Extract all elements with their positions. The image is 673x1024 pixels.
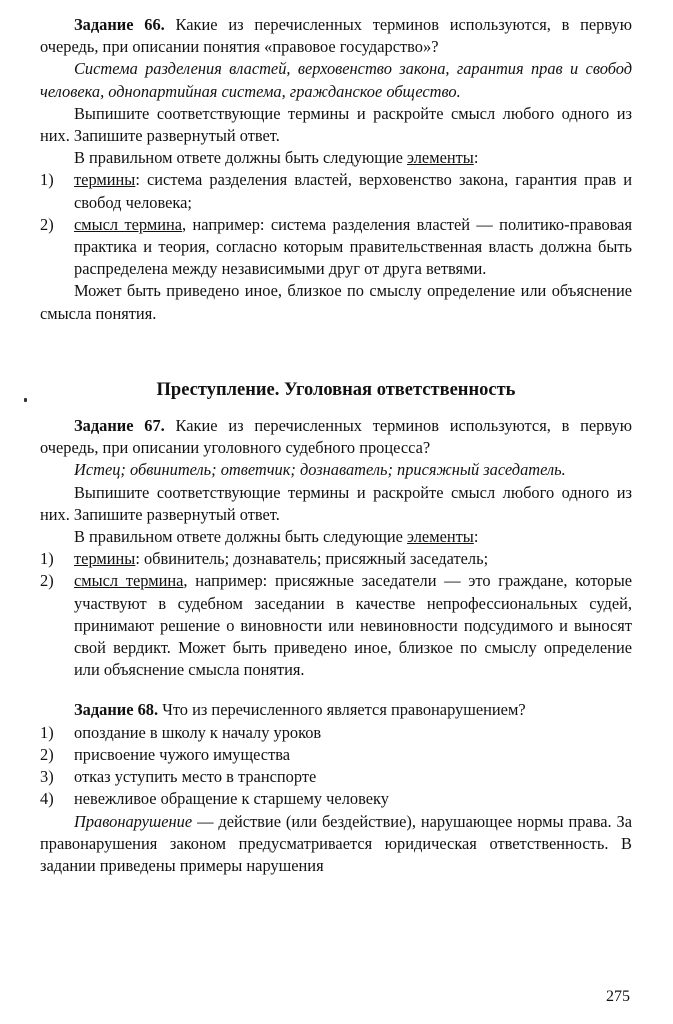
item-text — [74, 570, 632, 681]
elements-colon: : — [473, 148, 479, 168]
item-body: , например: система разделения властей — политико-правовая практика и теория, согласно которым правительственная власть должна быть распределена между независимыми друг от друга ветвями. — [74, 214, 632, 279]
task68-option-2 — [40, 744, 632, 766]
elements-intro-text: В правильном ответе должны быть следующие — [74, 527, 408, 547]
item-body: , например: присяжные заседатели — это граждане, которые участвуют в судебном заседании в качестве непрофессиональных судей, принимают решение о виновности или невиновности подсудимого и выносят свой вердикт. Может быть приведено иное, близкое по смыслу определение или объяснение смысла понятия. — [74, 571, 632, 680]
section-title: Преступление. Уголовная ответственность — [156, 379, 516, 400]
task67-elements-intro — [40, 526, 632, 548]
item-number: 1) — [40, 549, 54, 569]
task67-options: Истец; обвинитель; ответчик; дознаватель; присяжный заседатель. — [74, 460, 566, 480]
task68-question — [40, 699, 632, 721]
item-body: : система разделения властей, верховенство закона, гарантия прав и свобод человека; — [74, 170, 632, 212]
item-lead: термины — [74, 549, 136, 569]
task68-option-1 — [40, 722, 632, 744]
elements-word: элементы — [407, 148, 474, 168]
item-body: : обвинитель; дознаватель; присяжный заседатель; — [135, 549, 489, 569]
option-number: 3) — [40, 767, 54, 787]
task68-definition — [40, 811, 632, 878]
scan-speck — [24, 398, 27, 402]
task68-option-3 — [40, 766, 632, 788]
task67-question-text: Какие из перечисленных терминов используются, в первую очередь, при описании уголовного судебного процесса? — [40, 416, 632, 458]
task66-question — [40, 14, 632, 58]
item-lead: термины — [74, 170, 136, 190]
option-text: отказ уступить место в транспорте — [74, 767, 317, 787]
task67-item-2 — [40, 570, 632, 681]
item-lead: смысл термина — [74, 571, 184, 591]
task66-label: Задание 66. — [74, 15, 165, 34]
page-content — [40, 14, 632, 877]
option-text: опоздание в школу к началу уроков — [74, 722, 322, 742]
task68-option-4 — [40, 788, 632, 810]
elements-word: элементы — [407, 527, 474, 547]
task67-instruction: Выпишите соответствующие термины и раскройте смысл любого одного из них. Запишите развернутый ответ. — [40, 482, 632, 524]
task66-item-1 — [40, 169, 632, 213]
task66-instruction: Выпишите соответствующие термины и раскройте смысл любого одного из них. Запишите развернутый ответ. — [40, 103, 632, 146]
item-number: 1) — [40, 170, 54, 190]
elements-colon: : — [473, 527, 479, 547]
item-number: 2) — [40, 214, 54, 234]
item-text — [74, 169, 632, 213]
task67-label: Задание 67. — [74, 416, 165, 436]
item-text — [74, 548, 632, 570]
task66-item-2 — [40, 214, 632, 281]
task67-item-1 — [40, 548, 632, 570]
option-number: 2) — [40, 744, 54, 764]
item-number: 2) — [40, 571, 54, 591]
task66-question-text: Какие из перечисленных терминов используются, в первую очередь, при описании понятия «правовое государство»? — [40, 15, 632, 57]
option-text: присвоение чужого имущества — [74, 744, 291, 764]
item-lead: смысл термина — [74, 214, 183, 234]
item-text — [74, 214, 632, 281]
elements-intro-text: В правильном ответе должны быть следующие — [74, 148, 408, 168]
definition-term: Правонарушение — [74, 811, 193, 831]
definition-text: — действие (или бездействие), нарушающее нормы права. За правонарушения законом предусматривается юридическая ответственность. В задании приведены примеры нарушения — [40, 811, 632, 875]
task66-elements-intro — [40, 147, 632, 169]
task66-options: Система разделения властей, верховенство закона, гарантия прав и свобод человека, однопартийная система, гражданское общество. — [40, 59, 632, 101]
task66-note: Может быть приведено иное, близкое по смыслу определение или объяснение смысла понятия. — [40, 281, 632, 323]
option-number: 1) — [40, 722, 54, 742]
task67-question — [40, 415, 632, 459]
option-number: 4) — [40, 789, 54, 809]
page-number: 275 — [606, 988, 630, 1005]
option-text: невежливое обращение к старшему человеку — [74, 789, 389, 809]
task68-label: Задание 68. — [74, 700, 159, 720]
task68-question-text: Что из перечисленного является правонарушением? — [158, 700, 526, 720]
